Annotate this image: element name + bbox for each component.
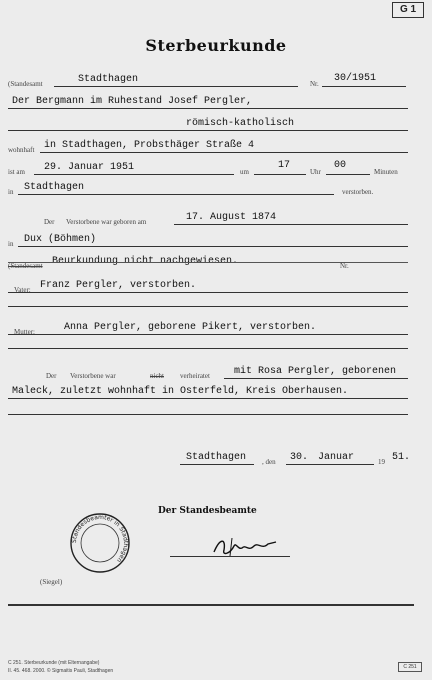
father-label: Vater: (14, 286, 31, 294)
marriage-label: Verstorbene war (70, 372, 116, 380)
issue-place: Stadthagen (186, 452, 247, 463)
death-place: Stadthagen (24, 182, 85, 193)
birth-date-rule (174, 224, 408, 225)
father-value: Franz Pergler, verstorben. (40, 280, 197, 291)
death-end-label: verstorben. (342, 188, 374, 196)
marriage-article: Der (46, 372, 57, 380)
mother-rule1 (8, 334, 408, 335)
death-hour-label: Uhr (310, 168, 321, 176)
footer-line2: II. 45. 468. 2000. © Sigmaitis Pauli, Stadthagen (8, 668, 114, 674)
official-seal (56, 512, 144, 574)
residence-value: in Stadthagen, Probsthäger Straße 4 (44, 140, 255, 151)
issue-century: 19 (378, 458, 385, 466)
office-nr-value: 30/1951 (334, 73, 377, 84)
issue-place-rule (180, 464, 254, 465)
death-minute-label: Minuten (374, 168, 398, 176)
marriage-rule2 (8, 398, 408, 399)
footer-code-box: C 251 (398, 662, 422, 672)
birth-in-label: in (8, 240, 14, 248)
mother-value: Anna Pergler, geborene Pikert, verstorben. (64, 322, 317, 333)
official-title: Der Standesbeamte (158, 506, 257, 516)
issue-month: Januar (318, 452, 355, 463)
death-minute-rule (326, 174, 370, 175)
person-rule2 (8, 130, 408, 131)
issue-day: 30. (290, 452, 309, 463)
marriage-line1: mit Rosa Pergler, geborenen (234, 366, 397, 377)
death-hour-rule (254, 174, 306, 175)
death-in-label: in (8, 188, 14, 196)
bottom-rule (8, 604, 414, 606)
office-nr-rule (322, 86, 406, 87)
mother-rule2 (8, 348, 408, 349)
residence-rule (40, 152, 408, 153)
father-rule2 (8, 306, 408, 307)
office-rule (54, 86, 298, 87)
issue-date-rule (286, 464, 374, 465)
official-signature (210, 530, 280, 562)
residence-label: wohnhaft (8, 146, 35, 154)
seal-text: Standesbeamter in Stadthagen (70, 513, 130, 564)
office-nr-label: Nr. (310, 80, 319, 88)
birth-article: Der (44, 218, 55, 226)
birth-office-value: Beurkundung nicht nachgewiesen. (52, 256, 239, 267)
birth-place-rule (18, 246, 408, 247)
signature-rule (170, 556, 290, 557)
marriage-married-label: verheiratet (180, 372, 210, 380)
office-value: Stadthagen (78, 74, 139, 85)
marriage-rule3 (8, 414, 408, 415)
issue-year: 51. (392, 452, 411, 463)
form-id-box: G 1 (392, 2, 424, 18)
death-place-rule (18, 194, 334, 195)
birth-office-nr-label: Nr. (340, 262, 349, 270)
footer-line1: C 251. Sterbeurkunde (mit Elternangabe) (8, 660, 100, 666)
death-date-rule (34, 174, 234, 175)
marriage-rule1 (224, 378, 408, 379)
death-hour: 17 (278, 160, 291, 171)
birth-date: 17. August 1874 (186, 212, 277, 223)
death-on-label: ist am (8, 168, 25, 176)
person-line1: Der Bergmann im Ruhestand Josef Pergler, (12, 96, 253, 107)
person-line2: römisch-katholisch (186, 118, 295, 129)
marriage-line2: Maleck, zuletzt wohnhaft in Osterfeld, Kreis Oberhausen. (12, 386, 349, 397)
marriage-struck-word: nicht (150, 372, 164, 380)
mother-label: Mutter: (14, 328, 35, 336)
document-title: Sterbeurkunde (145, 36, 287, 55)
death-date: 29. Januar 1951 (44, 162, 135, 173)
birth-label: Verstorbene war geboren am (66, 218, 147, 226)
birth-place: Dux (Böhmen) (24, 234, 97, 245)
death-minute: 00 (334, 160, 347, 171)
office-label: (Standesamt (8, 80, 43, 88)
father-rule1 (8, 292, 408, 293)
person-rule1 (8, 108, 408, 109)
seal-label: (Siegel) (40, 578, 63, 586)
death-um-label: um (240, 168, 249, 176)
birth-office-label: (Standesamt (8, 262, 43, 270)
issue-den-label: , den (262, 458, 276, 466)
